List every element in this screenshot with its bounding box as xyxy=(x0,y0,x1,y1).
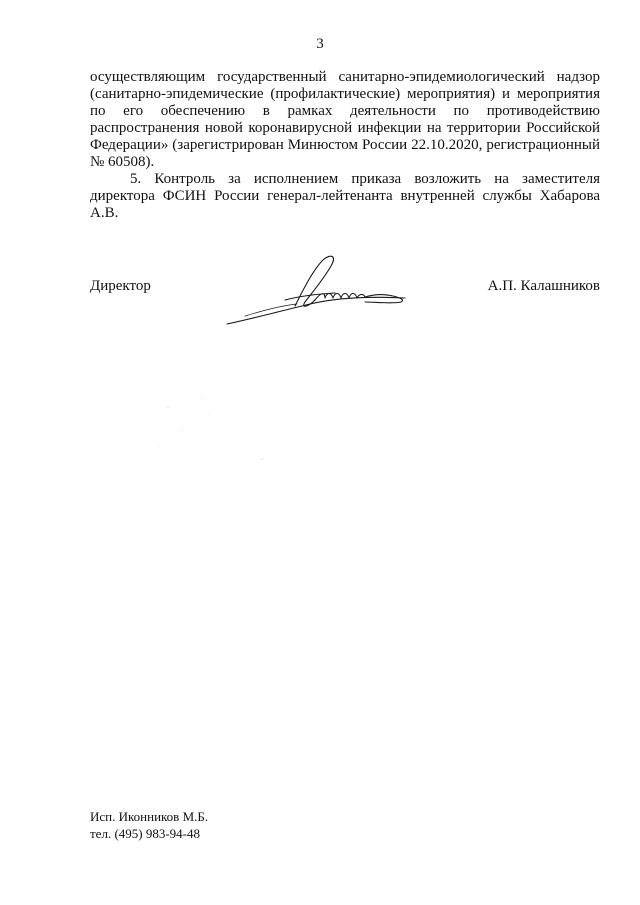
scan-specks xyxy=(150,395,290,475)
signature-name: А.П. Калашников xyxy=(487,278,600,294)
paragraph-item-5: 5. Контроль за исполнением приказа возложить на заместителя директора ФСИН России генерал-лейтенанта внутренней службы Хабарова А.В. xyxy=(90,171,600,221)
executor-block xyxy=(90,808,208,842)
paragraph-continuation: осуществляющим государственный санитарно-эпидемиологический надзор (санитарно-эпидемические (профилактические) мероприятия) и мероприятия по его обеспечению в рамках деятельности по противодействию распространения новой коронавирусной инфекции на территории Российской Федерации» (зарегистрирован Минюстом России 22.10.2020, регистрационный № 60508). xyxy=(90,69,600,170)
executor-phone: тел. (495) 983-94-48 xyxy=(90,826,201,841)
executor-name: Исп. Иконников М.Б. xyxy=(90,809,209,824)
page-number: 3 xyxy=(316,36,324,52)
handwritten-signature xyxy=(225,250,415,330)
body-text xyxy=(90,69,600,222)
signature-title: Директор xyxy=(90,278,151,294)
